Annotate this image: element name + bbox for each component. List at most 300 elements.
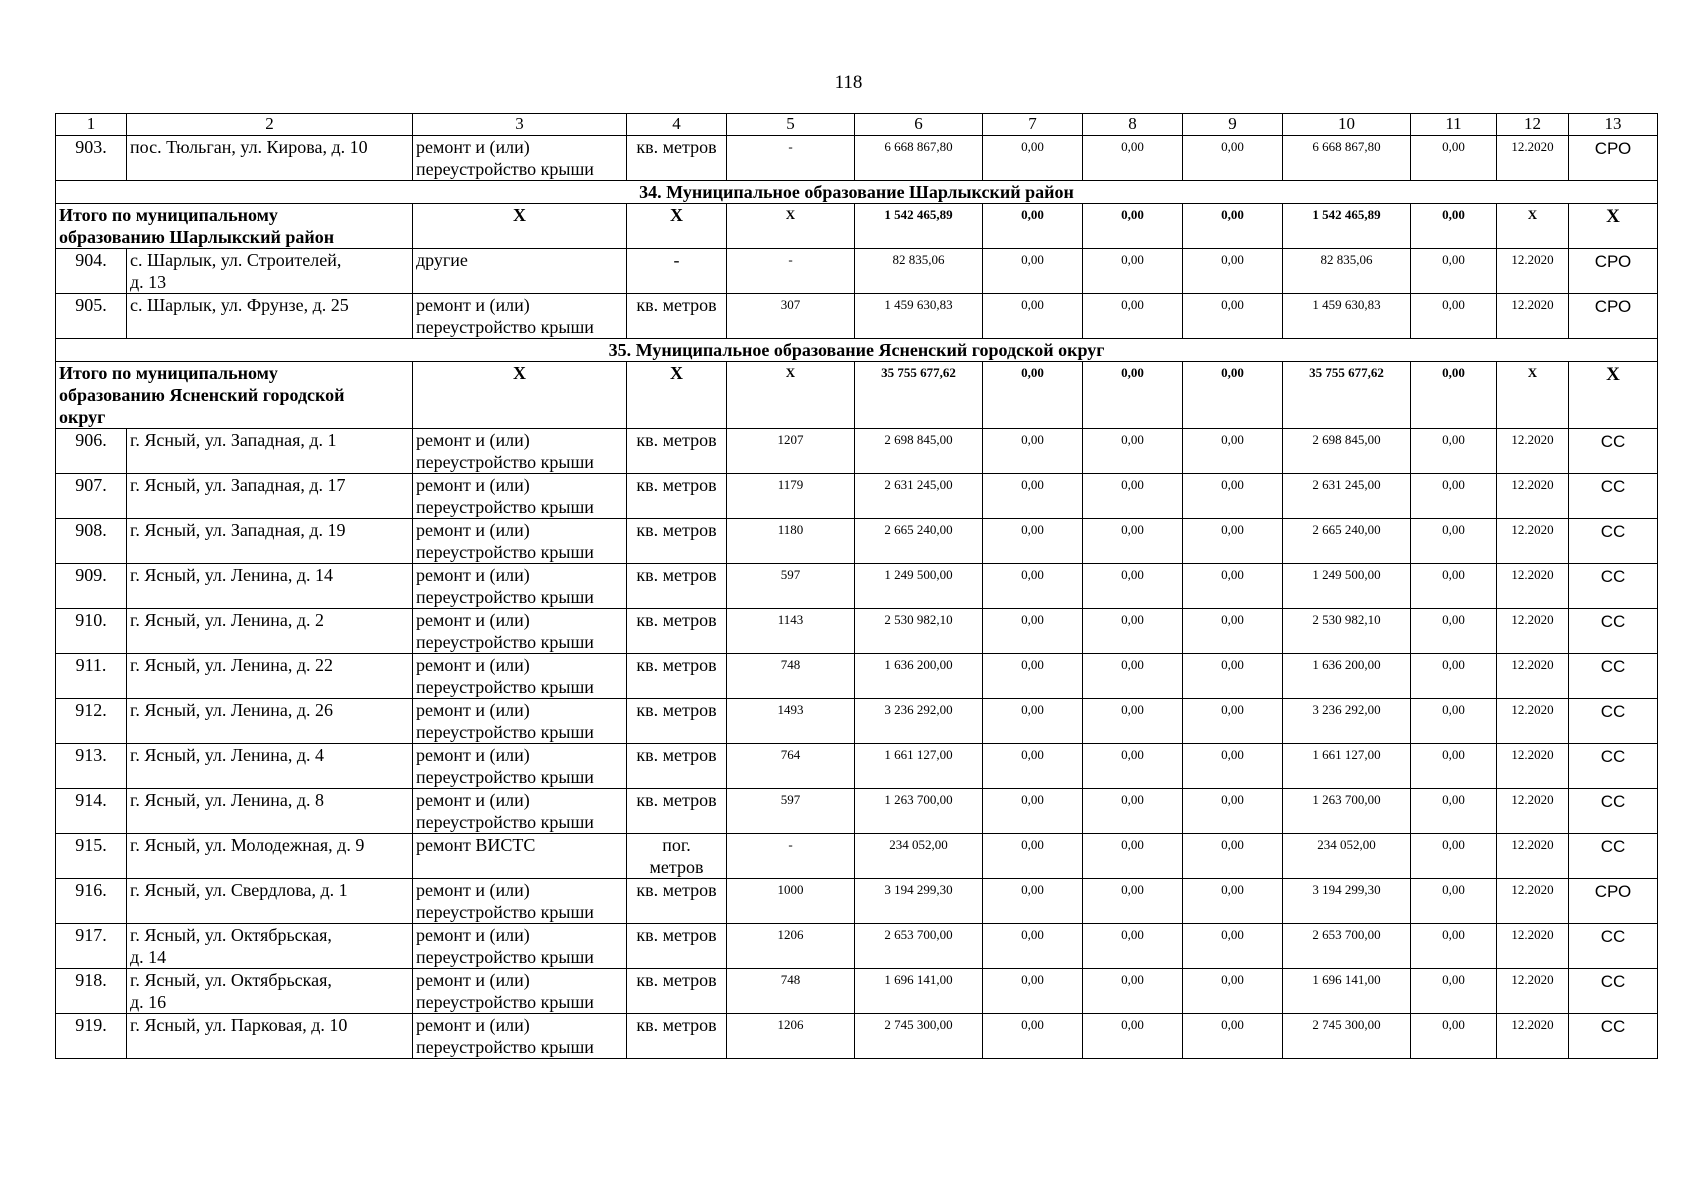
quantity-cell: 1206: [727, 924, 855, 969]
work-type-cell-line: ремонт ВИСТС: [416, 835, 536, 855]
total-col-9: 0,00: [1183, 362, 1283, 429]
value-col-8: 0,00: [1083, 924, 1183, 969]
value-col-8: 0,00: [1083, 136, 1183, 181]
work-type-cell-line: переустройство крыши: [416, 767, 594, 787]
value-col-12: 12.2020: [1497, 744, 1569, 789]
column-number-5: 5: [727, 114, 855, 136]
address-cell-line: г. Ясный, ул. Ленина, д. 14: [130, 565, 334, 585]
table-row: [56, 654, 1658, 699]
work-type-cell: [413, 519, 627, 564]
address-cell-line: с. Шарлык, ул. Строителей,: [130, 250, 342, 270]
value-col-9: 0,00: [1183, 969, 1283, 1014]
work-type-cell-line: ремонт и (или): [416, 790, 530, 810]
address-cell-line: с. Шарлык, ул. Фрунзе, д. 25: [130, 295, 349, 315]
value-col-12: 12.2020: [1497, 519, 1569, 564]
table-row: [56, 294, 1658, 339]
value-col-8: 0,00: [1083, 249, 1183, 294]
value-col-7: 0,00: [983, 699, 1083, 744]
address-cell-line: г. Ясный, ул. Ленина, д. 22: [130, 655, 334, 675]
value-col-11: 0,00: [1411, 564, 1497, 609]
unit-cell-line: кв. метров: [636, 610, 717, 630]
value-col-6: 2 530 982,10: [855, 609, 983, 654]
table-row: [56, 744, 1658, 789]
value-col-11: 0,00: [1411, 744, 1497, 789]
unit-cell-line: кв. метров: [636, 430, 717, 450]
total-col-6: 1 542 465,89: [855, 204, 983, 249]
row-number: 905.: [56, 294, 127, 339]
value-col-10: 1 263 700,00: [1283, 789, 1411, 834]
work-type-cell-line: ремонт и (или): [416, 565, 530, 585]
total-col-7: 0,00: [983, 204, 1083, 249]
row-number: 919.: [56, 1014, 127, 1059]
work-type-cell: [413, 474, 627, 519]
table-row: [56, 834, 1658, 879]
value-col-10: 6 668 867,80: [1283, 136, 1411, 181]
work-type-cell: [413, 564, 627, 609]
method-cell: СС: [1569, 969, 1658, 1014]
value-col-6: 2 745 300,00: [855, 1014, 983, 1059]
quantity-cell: -: [727, 834, 855, 879]
quantity-cell: 1493: [727, 699, 855, 744]
total-label-line: Итого по муниципальному: [59, 205, 278, 225]
section-header: [56, 339, 1658, 362]
value-col-10: 1 636 200,00: [1283, 654, 1411, 699]
unit-cell-line: метров: [649, 857, 704, 877]
table-row: [56, 609, 1658, 654]
unit-cell-line: пог.: [662, 835, 691, 855]
work-type-cell-line: ремонт и (или): [416, 430, 530, 450]
value-col-6: 2 653 700,00: [855, 924, 983, 969]
unit-cell-line: кв. метров: [636, 475, 717, 495]
value-col-9: 0,00: [1183, 519, 1283, 564]
total-label-line: округ: [59, 407, 106, 427]
value-col-10: 1 249 500,00: [1283, 564, 1411, 609]
row-number: 906.: [56, 429, 127, 474]
work-type-cell-line: переустройство крыши: [416, 587, 594, 607]
unit-cell: [627, 609, 727, 654]
quantity-cell: 1000: [727, 879, 855, 924]
method-cell: СС: [1569, 519, 1658, 564]
method-cell: СРО: [1569, 879, 1658, 924]
value-col-9: 0,00: [1183, 744, 1283, 789]
total-col-5: Х: [727, 204, 855, 249]
total-col-13: Х: [1569, 204, 1658, 249]
value-col-10: 1 696 141,00: [1283, 969, 1411, 1014]
value-col-12: 12.2020: [1497, 834, 1569, 879]
value-col-9: 0,00: [1183, 609, 1283, 654]
value-col-6: 3 236 292,00: [855, 699, 983, 744]
value-col-12: 12.2020: [1497, 136, 1569, 181]
value-col-10: 2 665 240,00: [1283, 519, 1411, 564]
section-title: 34. Муниципальное образование Шарлыкский район: [56, 181, 1658, 204]
address-cell-line: г. Ясный, ул. Ленина, д. 2: [130, 610, 325, 630]
unit-cell-line: кв. метров: [636, 655, 717, 675]
unit-cell: [627, 519, 727, 564]
value-col-8: 0,00: [1083, 1014, 1183, 1059]
value-col-8: 0,00: [1083, 654, 1183, 699]
unit-cell: [627, 294, 727, 339]
address-cell-line: д. 14: [130, 947, 167, 967]
value-col-6: 234 052,00: [855, 834, 983, 879]
table-row: [56, 969, 1658, 1014]
address-cell: [127, 654, 413, 699]
value-col-12: 12.2020: [1497, 654, 1569, 699]
work-type-cell: [413, 744, 627, 789]
value-col-10: 1 661 127,00: [1283, 744, 1411, 789]
unit-cell: [627, 429, 727, 474]
row-number: 913.: [56, 744, 127, 789]
unit-cell: [627, 744, 727, 789]
value-col-7: 0,00: [983, 969, 1083, 1014]
work-type-cell-line: переустройство крыши: [416, 677, 594, 697]
unit-cell: [627, 699, 727, 744]
total-col-11: 0,00: [1411, 362, 1497, 429]
value-col-7: 0,00: [983, 519, 1083, 564]
value-col-8: 0,00: [1083, 519, 1183, 564]
address-cell-line: д. 13: [130, 272, 167, 292]
value-col-11: 0,00: [1411, 429, 1497, 474]
value-col-6: 2 665 240,00: [855, 519, 983, 564]
work-type-cell: [413, 136, 627, 181]
total-col-4: Х: [627, 362, 727, 429]
address-cell: [127, 519, 413, 564]
unit-cell: [627, 924, 727, 969]
value-col-9: 0,00: [1183, 879, 1283, 924]
value-col-6: 1 636 200,00: [855, 654, 983, 699]
row-number: 903.: [56, 136, 127, 181]
work-type-cell: [413, 924, 627, 969]
address-cell-line: г. Ясный, ул. Ленина, д. 8: [130, 790, 325, 810]
unit-cell-line: кв. метров: [636, 970, 717, 990]
column-number-9: 9: [1183, 114, 1283, 136]
row-number: 917.: [56, 924, 127, 969]
quantity-cell: -: [727, 136, 855, 181]
column-number-2: 2: [127, 114, 413, 136]
value-col-8: 0,00: [1083, 744, 1183, 789]
unit-cell: [627, 474, 727, 519]
method-cell: СРО: [1569, 249, 1658, 294]
address-cell: [127, 699, 413, 744]
value-col-10: 2 530 982,10: [1283, 609, 1411, 654]
unit-cell: [627, 969, 727, 1014]
method-cell: СС: [1569, 744, 1658, 789]
unit-cell: [627, 249, 727, 294]
unit-cell-line: кв. метров: [636, 295, 717, 315]
work-type-cell-line: ремонт и (или): [416, 880, 530, 900]
column-number-1: 1: [56, 114, 127, 136]
unit-cell-line: -: [673, 250, 680, 270]
work-type-cell: [413, 1014, 627, 1059]
total-col-3: Х: [413, 204, 627, 249]
value-col-7: 0,00: [983, 834, 1083, 879]
method-cell: СС: [1569, 834, 1658, 879]
address-cell-line: г. Ясный, ул. Молодежная, д. 9: [130, 835, 365, 855]
value-col-6: 2 698 845,00: [855, 429, 983, 474]
value-col-10: 2 745 300,00: [1283, 1014, 1411, 1059]
address-cell-line: г. Ясный, ул. Октябрьская,: [130, 925, 332, 945]
value-col-8: 0,00: [1083, 699, 1183, 744]
method-cell: СС: [1569, 564, 1658, 609]
municipality-total-row: [56, 204, 1658, 249]
work-type-cell: [413, 699, 627, 744]
address-cell: [127, 564, 413, 609]
address-cell: [127, 1014, 413, 1059]
page-number: 118: [834, 72, 863, 93]
value-col-9: 0,00: [1183, 474, 1283, 519]
total-label-line: образованию Шарлыкский район: [59, 227, 335, 247]
address-cell: [127, 609, 413, 654]
value-col-12: 12.2020: [1497, 564, 1569, 609]
table-row: [56, 249, 1658, 294]
table-row: [56, 924, 1658, 969]
unit-cell-line: кв. метров: [636, 137, 717, 157]
value-col-11: 0,00: [1411, 519, 1497, 564]
value-col-7: 0,00: [983, 564, 1083, 609]
value-col-7: 0,00: [983, 1014, 1083, 1059]
quantity-cell: 764: [727, 744, 855, 789]
row-number: 916.: [56, 879, 127, 924]
address-cell-line: г. Ясный, ул. Ленина, д. 4: [130, 745, 325, 765]
work-type-cell-line: переустройство крыши: [416, 542, 594, 562]
value-col-9: 0,00: [1183, 1014, 1283, 1059]
work-type-cell: [413, 609, 627, 654]
method-cell: СС: [1569, 789, 1658, 834]
total-col-13: Х: [1569, 362, 1658, 429]
row-number: 918.: [56, 969, 127, 1014]
unit-cell: [627, 1014, 727, 1059]
value-col-11: 0,00: [1411, 969, 1497, 1014]
work-type-cell-line: переустройство крыши: [416, 159, 594, 179]
value-col-11: 0,00: [1411, 136, 1497, 181]
work-type-cell-line: ремонт и (или): [416, 970, 530, 990]
value-col-6: 1 249 500,00: [855, 564, 983, 609]
value-col-10: 82 835,06: [1283, 249, 1411, 294]
value-col-9: 0,00: [1183, 924, 1283, 969]
quantity-cell: 748: [727, 654, 855, 699]
unit-cell-line: кв. метров: [636, 700, 717, 720]
total-col-9: 0,00: [1183, 204, 1283, 249]
address-cell: [127, 879, 413, 924]
quantity-cell: 597: [727, 789, 855, 834]
unit-cell: [627, 136, 727, 181]
work-type-cell-line: переустройство крыши: [416, 497, 594, 517]
value-col-12: 12.2020: [1497, 699, 1569, 744]
quantity-cell: -: [727, 249, 855, 294]
value-col-9: 0,00: [1183, 294, 1283, 339]
value-col-9: 0,00: [1183, 136, 1283, 181]
value-col-8: 0,00: [1083, 474, 1183, 519]
table-row: [56, 519, 1658, 564]
value-col-11: 0,00: [1411, 474, 1497, 519]
address-cell-line: г. Ясный, ул. Октябрьская,: [130, 970, 332, 990]
work-type-cell-line: ремонт и (или): [416, 295, 530, 315]
quantity-cell: 1179: [727, 474, 855, 519]
method-cell: СРО: [1569, 136, 1658, 181]
value-col-12: 12.2020: [1497, 249, 1569, 294]
total-label-line: образованию Ясненский городской: [59, 385, 345, 405]
column-number-7: 7: [983, 114, 1083, 136]
unit-cell-line: кв. метров: [636, 520, 717, 540]
quantity-cell: 307: [727, 294, 855, 339]
section-title: 35. Муниципальное образование Ясненский городской округ: [56, 339, 1658, 362]
column-number-3: 3: [413, 114, 627, 136]
work-type-cell-line: переустройство крыши: [416, 812, 594, 832]
total-col-12: Х: [1497, 204, 1569, 249]
work-type-cell-line: переустройство крыши: [416, 317, 594, 337]
work-type-cell-line: ремонт и (или): [416, 137, 530, 157]
work-type-cell-line: ремонт и (или): [416, 745, 530, 765]
row-number: 915.: [56, 834, 127, 879]
works-table: [55, 113, 1658, 1059]
work-type-cell-line: ремонт и (или): [416, 610, 530, 630]
work-type-cell: [413, 969, 627, 1014]
work-type-cell-line: ремонт и (или): [416, 700, 530, 720]
value-col-10: 1 459 630,83: [1283, 294, 1411, 339]
value-col-8: 0,00: [1083, 834, 1183, 879]
work-type-cell-line: ремонт и (или): [416, 520, 530, 540]
work-type-cell-line: переустройство крыши: [416, 947, 594, 967]
value-col-10: 2 653 700,00: [1283, 924, 1411, 969]
value-col-7: 0,00: [983, 294, 1083, 339]
unit-cell: [627, 834, 727, 879]
table-row: [56, 699, 1658, 744]
value-col-11: 0,00: [1411, 1014, 1497, 1059]
value-col-7: 0,00: [983, 249, 1083, 294]
total-col-8: 0,00: [1083, 362, 1183, 429]
quantity-cell: 748: [727, 969, 855, 1014]
method-cell: СС: [1569, 474, 1658, 519]
method-cell: СС: [1569, 699, 1658, 744]
work-type-cell: [413, 789, 627, 834]
value-col-8: 0,00: [1083, 564, 1183, 609]
value-col-11: 0,00: [1411, 834, 1497, 879]
table-row: [56, 429, 1658, 474]
value-col-8: 0,00: [1083, 294, 1183, 339]
total-col-12: Х: [1497, 362, 1569, 429]
total-col-8: 0,00: [1083, 204, 1183, 249]
value-col-12: 12.2020: [1497, 474, 1569, 519]
value-col-6: 6 668 867,80: [855, 136, 983, 181]
work-type-cell: [413, 294, 627, 339]
column-number-11: 11: [1411, 114, 1497, 136]
value-col-6: 2 631 245,00: [855, 474, 983, 519]
address-cell: [127, 924, 413, 969]
work-type-cell-line: ремонт и (или): [416, 925, 530, 945]
municipality-total-row: [56, 362, 1658, 429]
table-row: [56, 564, 1658, 609]
value-col-11: 0,00: [1411, 699, 1497, 744]
row-number: 911.: [56, 654, 127, 699]
address-cell: [127, 136, 413, 181]
total-col-7: 0,00: [983, 362, 1083, 429]
row-number: 909.: [56, 564, 127, 609]
value-col-10: 2 631 245,00: [1283, 474, 1411, 519]
value-col-9: 0,00: [1183, 564, 1283, 609]
value-col-12: 12.2020: [1497, 879, 1569, 924]
value-col-9: 0,00: [1183, 429, 1283, 474]
total-col-4: Х: [627, 204, 727, 249]
quantity-cell: 597: [727, 564, 855, 609]
work-type-cell: [413, 834, 627, 879]
value-col-9: 0,00: [1183, 249, 1283, 294]
value-col-8: 0,00: [1083, 609, 1183, 654]
unit-cell: [627, 654, 727, 699]
method-cell: СС: [1569, 609, 1658, 654]
column-number-13: 13: [1569, 114, 1658, 136]
unit-cell-line: кв. метров: [636, 745, 717, 765]
work-type-cell: [413, 879, 627, 924]
value-col-11: 0,00: [1411, 249, 1497, 294]
value-col-11: 0,00: [1411, 924, 1497, 969]
method-cell: СС: [1569, 1014, 1658, 1059]
unit-cell-line: кв. метров: [636, 1015, 717, 1035]
work-type-cell-line: переустройство крыши: [416, 722, 594, 742]
work-type-cell-line: переустройство крыши: [416, 452, 594, 472]
method-cell: СС: [1569, 924, 1658, 969]
value-col-10: 3 236 292,00: [1283, 699, 1411, 744]
value-col-7: 0,00: [983, 924, 1083, 969]
value-col-8: 0,00: [1083, 969, 1183, 1014]
address-cell: [127, 474, 413, 519]
work-type-cell-line: ремонт и (или): [416, 475, 530, 495]
row-number: 914.: [56, 789, 127, 834]
address-cell: [127, 294, 413, 339]
unit-cell-line: кв. метров: [636, 790, 717, 810]
column-number-4: 4: [627, 114, 727, 136]
total-col-11: 0,00: [1411, 204, 1497, 249]
value-col-7: 0,00: [983, 429, 1083, 474]
value-col-7: 0,00: [983, 654, 1083, 699]
value-col-8: 0,00: [1083, 429, 1183, 474]
table-row: [56, 474, 1658, 519]
header-row: [56, 114, 1658, 136]
work-type-cell: [413, 654, 627, 699]
row-number: 908.: [56, 519, 127, 564]
table-row: [56, 879, 1658, 924]
work-type-cell-line: переустройство крыши: [416, 632, 594, 652]
work-type-cell-line: ремонт и (или): [416, 655, 530, 675]
unit-cell-line: кв. метров: [636, 565, 717, 585]
unit-cell: [627, 564, 727, 609]
quantity-cell: 1143: [727, 609, 855, 654]
total-label: [56, 362, 413, 429]
value-col-6: 1 263 700,00: [855, 789, 983, 834]
value-col-12: 12.2020: [1497, 294, 1569, 339]
total-label: [56, 204, 413, 249]
address-cell: [127, 789, 413, 834]
value-col-6: 1 696 141,00: [855, 969, 983, 1014]
value-col-12: 12.2020: [1497, 924, 1569, 969]
work-type-cell: [413, 429, 627, 474]
value-col-7: 0,00: [983, 609, 1083, 654]
value-col-6: 3 194 299,30: [855, 879, 983, 924]
address-cell-line: г. Ясный, ул. Ленина, д. 26: [130, 700, 334, 720]
unit-cell-line: кв. метров: [636, 925, 717, 945]
work-type-cell-line: ремонт и (или): [416, 1015, 530, 1035]
work-type-cell-line: переустройство крыши: [416, 992, 594, 1012]
row-number: 904.: [56, 249, 127, 294]
row-number: 907.: [56, 474, 127, 519]
total-col-10: 1 542 465,89: [1283, 204, 1411, 249]
method-cell: СС: [1569, 429, 1658, 474]
value-col-7: 0,00: [983, 879, 1083, 924]
address-cell-line: г. Ясный, ул. Западная, д. 17: [130, 475, 346, 495]
value-col-9: 0,00: [1183, 654, 1283, 699]
table-row: [56, 789, 1658, 834]
value-col-7: 0,00: [983, 474, 1083, 519]
unit-cell-line: кв. метров: [636, 880, 717, 900]
value-col-12: 12.2020: [1497, 429, 1569, 474]
